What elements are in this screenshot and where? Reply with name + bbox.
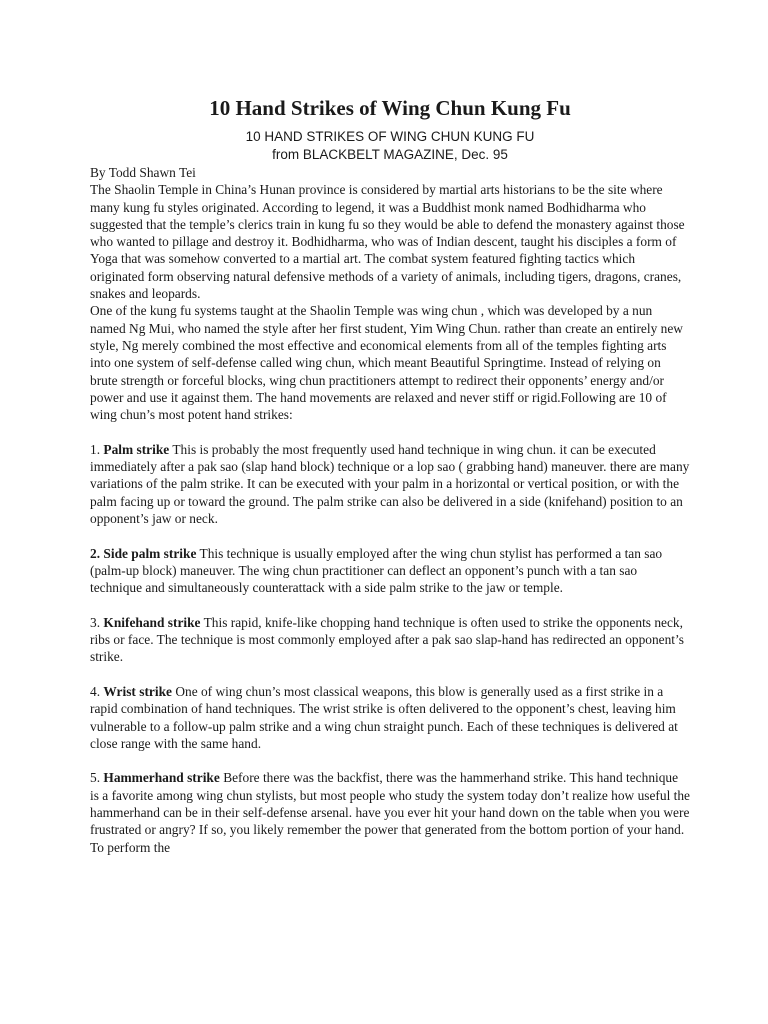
strike-item: [90, 769, 690, 855]
strike-item: [90, 614, 690, 666]
strike-number: 4.: [90, 683, 101, 699]
strike-item: [90, 683, 690, 752]
strike-name: Hammerhand strike: [103, 770, 220, 786]
strike-description: This rapid, knife-like chopping hand technique is often used to strike the opponents neck, ribs or face. The technique is most commonly employed after a pak sao slap-hand has redirected an opponent’s strike.: [90, 614, 684, 665]
intro-paragraph: The Shaolin Temple in China’s Hunan province is considered by martial arts historians to be the site where many kung fu styles originated. According to legend, it was a Buddhist monk named Bodhidharma who suggested that the temple’s clerics train in kung fu so they would be able to defend the monastery against those who wanted to pillage and destroy it. Bodhidharma, who was of Indian descent, taught his disciples a form of Yoga that was somehow converted to a martial art. The combat system featured fighting tactics which originated form observing natural defensive methods of a variety of animals, including tigers, dragons, cranes, snakes and leopards.: [90, 182, 685, 302]
strike-item: [90, 441, 690, 527]
strike-number: 5.: [90, 770, 101, 786]
byline: By Todd Shawn Tei: [90, 165, 196, 180]
article-body: [90, 164, 690, 856]
strike-number: 3.: [90, 614, 101, 630]
strike-description: Before there was the backfist, there was the hammerhand strike. This hand technique is a favorite among wing chun stylists, but most people who study the system today don’t realize how useful the hammerhand can be in their self-defense arsenal. have you ever hit your hand down on the table when you were frustrated or angry? If so, you likely remember the power that generated from the bottom portion of your hand. To perform the: [90, 770, 691, 855]
strike-name: Wrist strike: [103, 683, 172, 699]
document-title: 10 Hand Strikes of Wing Chun Kung Fu: [209, 96, 571, 120]
strike-name: Palm strike: [103, 441, 170, 457]
intro-paragraph: One of the kung fu systems taught at the Shaolin Temple was wing chun , which was developed by a nun named Ng Mui, who named the style after her first student, Yim Wing Chun. rather than create an entirely new style, Ng merely combined the most effective and economical elements from all of the temples fighting arts into one system of self-defense called wing chun, which meant Beautiful Springtime. Instead of relying on brute strength or forceful blocks, wing chun practitioners attempt to redirect their opponents’ energy and/or power and use it against them. The hand movements are relaxed and never stiff or rigid.Following are 10 of wing chun’s most potent hand strikes:: [90, 303, 683, 423]
strike-description: One of wing chun’s most classical weapons, this blow is generally used as a first strike in a rapid combination of hand techniques. The wrist strike is often delivered to the opponent’s chest, leaving him vulnerable to a follow-up palm strike and a wing chun straight punch. Each of these techniques is delivered at close range with the same hand.: [90, 683, 678, 751]
strike-item: [90, 545, 690, 597]
strike-number: 2.: [90, 545, 101, 561]
subtitle-heading: 10 HAND STRIKES OF WING CHUN KUNG FU: [245, 129, 535, 144]
subtitle-source: from BLACKBELT MAGAZINE, Dec. 95: [272, 147, 508, 162]
strike-name: Knifehand strike: [103, 614, 201, 630]
strike-name: Side palm strike: [103, 545, 197, 561]
strike-number: 1.: [90, 441, 101, 457]
strike-description: This technique is usually employed after the wing chun stylist has performed a tan sao (palm-up block) maneuver. The wing chun practitioner can deflect an opponent’s punch with a tan sao technique and simultaneously counterattack with a side palm strike to the jaw or temple.: [90, 545, 663, 596]
strike-description: This is probably the most frequently used hand technique in wing chun. it can be executed immediately after a pak sao (slap hand block) technique or a lop sao ( grabbing hand) maneuver. there are many variations of the palm strike. It can be executed with your palm in a horizontal or vertical position, or with the palm facing up or toward the ground. The palm strike can also be delivered in a side (knifehand) position to an opponent’s jaw or neck.: [90, 441, 690, 526]
